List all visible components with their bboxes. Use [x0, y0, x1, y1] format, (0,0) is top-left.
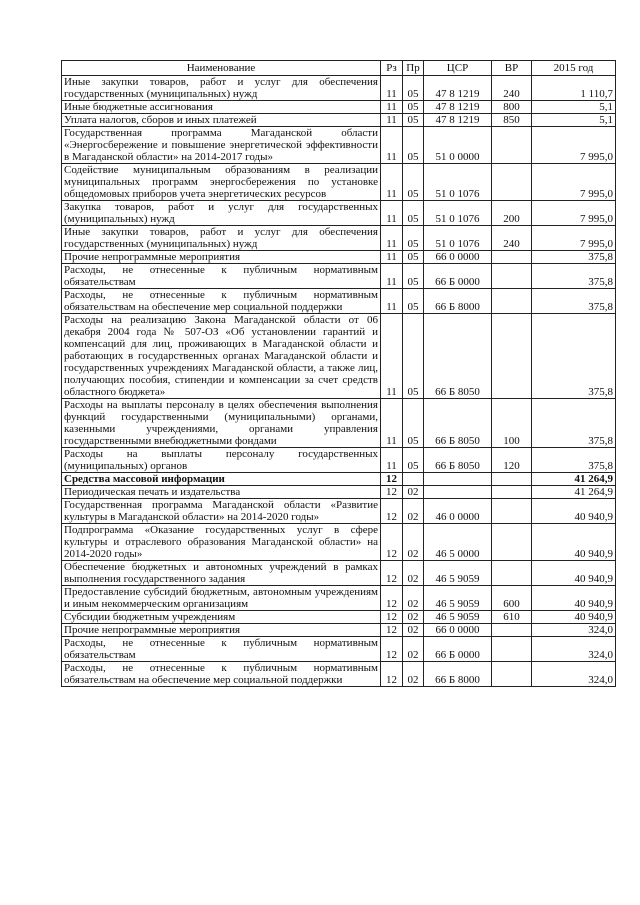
- table-row: [62, 226, 616, 251]
- row-rz-cell: 11: [381, 399, 403, 448]
- row-rz-cell: 12: [381, 486, 403, 499]
- row-vr-cell: [492, 524, 532, 561]
- header-csr: ЦСР: [424, 61, 492, 76]
- row-sum-cell: 375,8: [532, 399, 616, 448]
- row-sum-cell: 41 264,9: [532, 486, 616, 499]
- row-sum-cell: 40 940,9: [532, 611, 616, 624]
- table-row: [62, 289, 616, 314]
- row-csr-cell: 47 8 1219: [424, 76, 492, 101]
- row-csr-cell: 66 Б 8050: [424, 448, 492, 473]
- row-csr-cell: 66 0 0000: [424, 624, 492, 637]
- row-name-cell: Государственная программа Магаданской области «Развитие культуры в Магаданской области» на 2014-2020 годы»: [62, 499, 381, 524]
- row-pr-cell: 05: [403, 264, 424, 289]
- row-rz-cell: 12: [381, 524, 403, 561]
- row-pr-cell: 05: [403, 201, 424, 226]
- row-name-cell: Расходы, не отнесенные к публичным нормативным обязательствам на обеспечение мер социальной поддержки: [62, 289, 381, 314]
- row-sum-cell: 40 940,9: [532, 524, 616, 561]
- row-pr-cell: 02: [403, 586, 424, 611]
- row-pr-cell: 05: [403, 101, 424, 114]
- row-rz-cell: 12: [381, 662, 403, 687]
- row-csr-cell: 46 5 9059: [424, 586, 492, 611]
- row-csr-cell: 66 Б 0000: [424, 637, 492, 662]
- row-vr-cell: [492, 561, 532, 586]
- row-vr-cell: [492, 264, 532, 289]
- row-csr-cell: 51 0 1076: [424, 201, 492, 226]
- row-name-cell: Расходы на реализацию Закона Магаданской области от 06 декабря 2004 года № 507-ОЗ «Об установлении гарантий и компенсаций для лиц, проживающих в Магаданской области и работающих в государственных органах Магаданской области и государственных учреждениях Магаданской области, а также лиц, получающих пособия, стипендии и компенсации за счет средств областного бюджета»: [62, 314, 381, 399]
- row-vr-cell: [492, 473, 532, 486]
- table-row: [62, 264, 616, 289]
- row-vr-cell: [492, 251, 532, 264]
- row-name-cell: Средства массовой информации: [62, 473, 381, 486]
- row-rz-cell: 11: [381, 76, 403, 101]
- row-pr-cell: 05: [403, 114, 424, 127]
- row-vr-cell: 240: [492, 76, 532, 101]
- row-vr-cell: [492, 499, 532, 524]
- row-vr-cell: 800: [492, 101, 532, 114]
- row-pr-cell: 05: [403, 251, 424, 264]
- row-vr-cell: 610: [492, 611, 532, 624]
- row-name-cell: Периодическая печать и издательства: [62, 486, 381, 499]
- row-sum-cell: 5,1: [532, 114, 616, 127]
- row-name-cell: Закупка товаров, работ и услуг для государственных (муниципальных) нужд: [62, 201, 381, 226]
- row-csr-cell: 46 5 0000: [424, 524, 492, 561]
- row-pr-cell: 05: [403, 399, 424, 448]
- row-rz-cell: 12: [381, 561, 403, 586]
- row-rz-cell: 12: [381, 624, 403, 637]
- row-rz-cell: 12: [381, 586, 403, 611]
- row-rz-cell: 11: [381, 226, 403, 251]
- table-body: [62, 76, 616, 687]
- row-rz-cell: 12: [381, 499, 403, 524]
- header-rz: Рз: [381, 61, 403, 76]
- row-name-cell: Расходы на выплаты персоналу в целях обеспечения выполнения функций государственными (муниципальными) органами, казенными учреждениями, органами управления государственными внебюджетными фондами: [62, 399, 381, 448]
- row-vr-cell: [492, 637, 532, 662]
- row-name-cell: Предоставление субсидий бюджетным, автономным учреждениям и иным некоммерческим организациям: [62, 586, 381, 611]
- budget-table: [61, 60, 616, 687]
- row-csr-cell: 47 8 1219: [424, 101, 492, 114]
- row-pr-cell: 05: [403, 164, 424, 201]
- row-csr-cell: 66 Б 8000: [424, 289, 492, 314]
- row-pr-cell: 05: [403, 76, 424, 101]
- row-sum-cell: 324,0: [532, 624, 616, 637]
- row-pr-cell: 05: [403, 127, 424, 164]
- table-row: [62, 314, 616, 399]
- row-name-cell: Иные закупки товаров, работ и услуг для обеспечения государственных (муниципальных) нужд: [62, 76, 381, 101]
- table-row: [62, 114, 616, 127]
- row-pr-cell: 02: [403, 524, 424, 561]
- table-row: [62, 101, 616, 114]
- row-rz-cell: 11: [381, 201, 403, 226]
- row-vr-cell: [492, 662, 532, 687]
- row-rz-cell: 12: [381, 637, 403, 662]
- row-sum-cell: 7 995,0: [532, 226, 616, 251]
- row-rz-cell: 11: [381, 264, 403, 289]
- row-csr-cell: [424, 473, 492, 486]
- table-row: [62, 486, 616, 499]
- row-sum-cell: 5,1: [532, 101, 616, 114]
- row-name-cell: Иные бюджетные ассигнования: [62, 101, 381, 114]
- row-pr-cell: [403, 473, 424, 486]
- row-name-cell: Подпрограмма «Оказание государственных услуг в сфере культуры и отраслевого образования Магаданской области» на 2014-2020 годы»: [62, 524, 381, 561]
- row-vr-cell: 120: [492, 448, 532, 473]
- row-csr-cell: 66 Б 8050: [424, 314, 492, 399]
- table-row: [62, 164, 616, 201]
- header-name: Наименование: [62, 61, 381, 76]
- row-name-cell: Государственная программа Магаданской области «Энергосбережение и повышение энергетической эффективности в Магаданской области» на 2014-2017 годы»: [62, 127, 381, 164]
- row-csr-cell: 51 0 1076: [424, 226, 492, 251]
- row-name-cell: Субсидии бюджетным учреждениям: [62, 611, 381, 624]
- table-row: [62, 448, 616, 473]
- table-row: [62, 201, 616, 226]
- row-name-cell: Содействие муниципальным образованиям в реализации муниципальных программ энергосбережения по установке общедомовых приборов учета энергетических ресурсов: [62, 164, 381, 201]
- row-vr-cell: 600: [492, 586, 532, 611]
- row-name-cell: Расходы, не отнесенные к публичным нормативным обязательствам: [62, 637, 381, 662]
- table-row: [62, 499, 616, 524]
- header-pr: Пр: [403, 61, 424, 76]
- table-row: [62, 127, 616, 164]
- row-sum-cell: 375,8: [532, 264, 616, 289]
- table-row: [62, 76, 616, 101]
- table-row: [62, 637, 616, 662]
- row-sum-cell: 40 940,9: [532, 499, 616, 524]
- row-rz-cell: 11: [381, 114, 403, 127]
- row-name-cell: Прочие непрограммные мероприятия: [62, 251, 381, 264]
- row-pr-cell: 02: [403, 611, 424, 624]
- row-csr-cell: [424, 486, 492, 499]
- row-vr-cell: [492, 486, 532, 499]
- row-name-cell: Расходы, не отнесенные к публичным нормативным обязательствам на обеспечение мер социальной поддержки: [62, 662, 381, 687]
- table-row: [62, 524, 616, 561]
- row-rz-cell: 12: [381, 611, 403, 624]
- row-rz-cell: 11: [381, 448, 403, 473]
- row-name-cell: Расходы, не отнесенные к публичным нормативным обязательствам: [62, 264, 381, 289]
- row-rz-cell: 11: [381, 164, 403, 201]
- row-sum-cell: 7 995,0: [532, 164, 616, 201]
- row-sum-cell: 324,0: [532, 662, 616, 687]
- row-vr-cell: 240: [492, 226, 532, 251]
- row-pr-cell: 05: [403, 314, 424, 399]
- row-sum-cell: 7 995,0: [532, 127, 616, 164]
- row-pr-cell: 02: [403, 624, 424, 637]
- table-row: [62, 561, 616, 586]
- table-row: [62, 624, 616, 637]
- row-csr-cell: 46 5 9059: [424, 611, 492, 624]
- row-pr-cell: 05: [403, 448, 424, 473]
- row-pr-cell: 02: [403, 499, 424, 524]
- row-sum-cell: 375,8: [532, 251, 616, 264]
- row-vr-cell: 850: [492, 114, 532, 127]
- row-vr-cell: [492, 164, 532, 201]
- row-csr-cell: 66 Б 8050: [424, 399, 492, 448]
- row-sum-cell: 40 940,9: [532, 561, 616, 586]
- row-sum-cell: 1 110,7: [532, 76, 616, 101]
- table-row: [62, 399, 616, 448]
- row-csr-cell: 51 0 0000: [424, 127, 492, 164]
- row-csr-cell: 47 8 1219: [424, 114, 492, 127]
- row-sum-cell: 375,8: [532, 289, 616, 314]
- row-pr-cell: 02: [403, 561, 424, 586]
- row-sum-cell: 324,0: [532, 637, 616, 662]
- row-rz-cell: 11: [381, 289, 403, 314]
- row-rz-cell: 11: [381, 314, 403, 399]
- row-rz-cell: 11: [381, 101, 403, 114]
- row-name-cell: Прочие непрограммные мероприятия: [62, 624, 381, 637]
- header-vr: ВР: [492, 61, 532, 76]
- row-csr-cell: 46 0 0000: [424, 499, 492, 524]
- table-row: [62, 662, 616, 687]
- row-vr-cell: [492, 314, 532, 399]
- row-vr-cell: [492, 624, 532, 637]
- row-rz-cell: 11: [381, 127, 403, 164]
- row-csr-cell: 66 Б 0000: [424, 264, 492, 289]
- table-row: [62, 473, 616, 486]
- table-row: [62, 611, 616, 624]
- row-pr-cell: 05: [403, 226, 424, 251]
- row-pr-cell: 05: [403, 289, 424, 314]
- row-rz-cell: 12: [381, 473, 403, 486]
- row-pr-cell: 02: [403, 662, 424, 687]
- row-csr-cell: 46 5 9059: [424, 561, 492, 586]
- row-csr-cell: 66 0 0000: [424, 251, 492, 264]
- row-vr-cell: 100: [492, 399, 532, 448]
- table-row: [62, 251, 616, 264]
- row-name-cell: Уплата налогов, сборов и иных платежей: [62, 114, 381, 127]
- row-csr-cell: 66 Б 8000: [424, 662, 492, 687]
- row-sum-cell: 375,8: [532, 314, 616, 399]
- table-header-row: [62, 61, 616, 76]
- row-pr-cell: 02: [403, 637, 424, 662]
- header-year: 2015 год: [532, 61, 616, 76]
- row-rz-cell: 11: [381, 251, 403, 264]
- row-name-cell: Иные закупки товаров, работ и услуг для обеспечения государственных (муниципальных) нужд: [62, 226, 381, 251]
- row-sum-cell: 7 995,0: [532, 201, 616, 226]
- row-vr-cell: [492, 289, 532, 314]
- row-csr-cell: 51 0 1076: [424, 164, 492, 201]
- row-name-cell: Расходы на выплаты персоналу государственных (муниципальных) органов: [62, 448, 381, 473]
- row-vr-cell: 200: [492, 201, 532, 226]
- row-sum-cell: 41 264,9: [532, 473, 616, 486]
- row-pr-cell: 02: [403, 486, 424, 499]
- row-name-cell: Обеспечение бюджетных и автономных учреждений в рамках выполнения государственного задания: [62, 561, 381, 586]
- row-sum-cell: 40 940,9: [532, 586, 616, 611]
- row-vr-cell: [492, 127, 532, 164]
- row-sum-cell: 375,8: [532, 448, 616, 473]
- table-row: [62, 586, 616, 611]
